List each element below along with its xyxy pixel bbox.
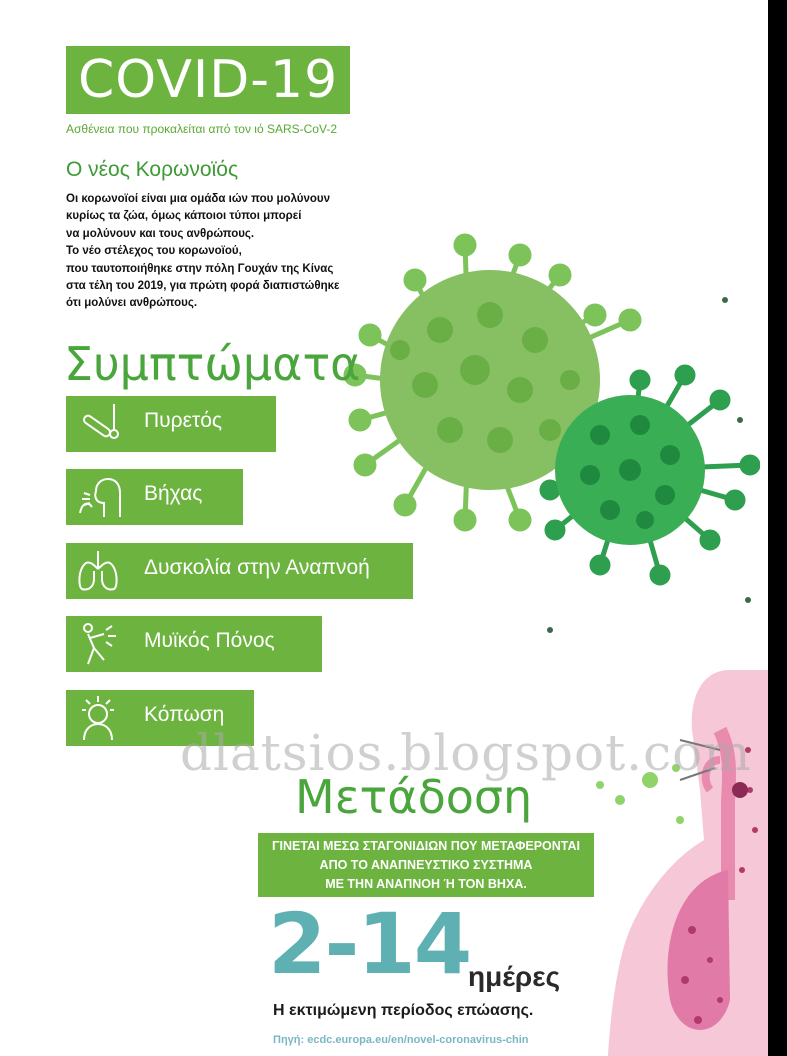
symptom-label: Μυϊκός Πόνος xyxy=(144,629,275,652)
lungs-icon xyxy=(74,547,122,595)
intro-line: στα τέλη του 2019, για πρώτη φορά διαπιστώθηκε xyxy=(66,280,340,293)
symptom-breathing xyxy=(66,543,413,599)
symptom-fever xyxy=(66,396,276,452)
intro-line: Το νέο στέλεχος του κορωνοϊού, xyxy=(66,245,242,258)
symptom-label: Πυρετός xyxy=(144,409,223,432)
symptom-label: Δυσκολία στην Αναπνοή xyxy=(144,556,370,579)
intro-paragraph xyxy=(66,191,376,313)
intro-line: Οι κορωνοϊοί είναι μια ομάδα ιών που μολύνουν xyxy=(66,193,331,205)
thermometer-icon xyxy=(74,400,122,448)
symptom-cough xyxy=(66,469,243,525)
transmission-heading: Μετάδοση xyxy=(295,770,533,824)
right-edge-bar xyxy=(768,0,787,1056)
symptom-label: Κόπωση xyxy=(144,703,225,726)
intro-heading: Ο νέος Κορωνοϊός xyxy=(66,158,239,181)
symptoms-heading: Συμπτώματα xyxy=(64,337,361,391)
page-title: COVID-19 xyxy=(78,50,339,110)
intro-line: να μολύνουν και τους ανθρώπους. xyxy=(66,227,255,240)
intro-line: κυρίως τα ζώα, όμως κάποιοι τύποι μπορεί xyxy=(66,210,302,223)
transmission-line: ΜΕ ΤΗΝ ΑΝΑΠΝΟΗ Ή ΤΟΝ ΒΗΧΑ. xyxy=(325,877,527,891)
symptom-label: Βήχας xyxy=(144,482,203,505)
source-link[interactable]: Πηγή: ecdc.europa.eu/en/novel-coronavirus-chin xyxy=(273,1034,529,1046)
transmission-line: ΓΙΝΕΤΑΙ ΜΕΣΩ ΣΤΑΓΟΝΙΔΙΩΝ ΠΟΥ ΜΕΤΑΦΕΡΟΝΤΑΙ xyxy=(272,839,580,853)
transmission-line: ΑΠΟ ΤΟ ΑΝΑΠΝΕΥΣΤΙΚΟ ΣΥΣΤΗΜΑ xyxy=(319,858,533,872)
cough-icon xyxy=(74,473,122,521)
intro-line: ότι μολύνει ανθρώπους. xyxy=(66,297,198,310)
transmission-box xyxy=(258,833,594,897)
incubation-range: 2-14 xyxy=(268,895,471,993)
intro-line: που ταυτοποιήθηκε στην πόλη Γουχάν της Κίνας xyxy=(66,262,334,275)
respiratory-body-illustration xyxy=(580,640,768,1056)
symptom-muscle-pain xyxy=(66,616,322,672)
watermark: dlatsios.blogspot.com xyxy=(180,724,752,782)
incubation-unit: ημέρες xyxy=(468,961,561,992)
fatigue-icon xyxy=(74,694,122,742)
incubation-description: Η εκτιμώμενη περίοδος επώασης. xyxy=(273,1002,534,1019)
page-subtitle: Ασθένεια που προκαλείται από τον ιό SARS-CoV-2 xyxy=(66,122,337,136)
muscle-pain-icon xyxy=(74,620,122,668)
